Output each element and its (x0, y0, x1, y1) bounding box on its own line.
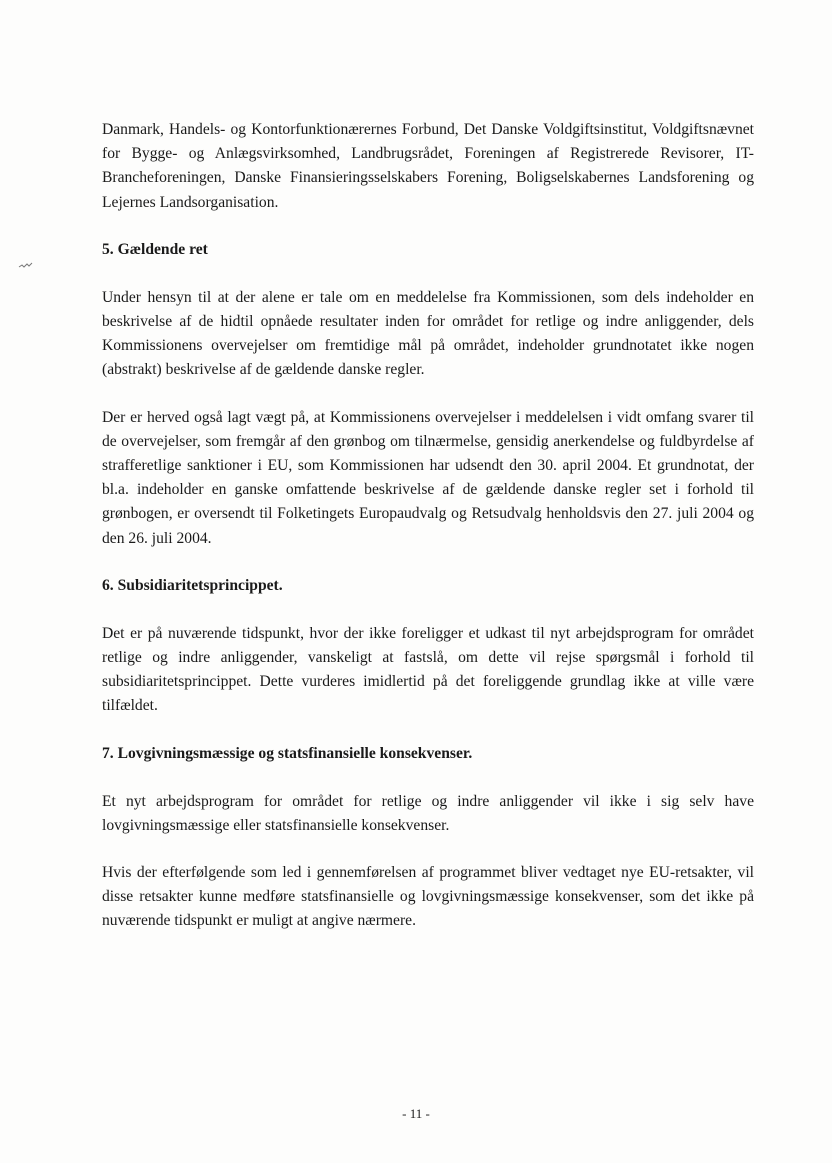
page-number: - 11 - (402, 1106, 430, 1121)
section-heading-konsekvenser: 7. Lovgivningsmæssige og statsfinansielle konsekvenser. (102, 744, 473, 762)
section-6-paragraph-1: Det er på nuværende tidspunkt, hvor der ikke foreligger et udkast til nyt arbejdsprogram for området retlige og indre anliggender, vanskeligt at fastslå, om dette vil rejse spørgsmål i forhold til subsidiaritetsprincippet. Dette vurderes imidlertid på det foreliggende grundlag ikke at ville være tilfældet. (102, 624, 754, 715)
section-heading-subsidiaritetsprincippet: 6. Subsidiaritetsprincippet. (102, 576, 283, 594)
intro-paragraph: Danmark, Handels- og Kontorfunktionærernes Forbund, Det Danske Voldgiftsinstitut, Voldgiftsnævnet for Bygge- og Anlægsvirksomhed, Landbrugsrådet, Foreningen af Registrerede Revisorer, IT-Brancheforeningen, Danske Finansieringsselskabers Forening, Boligselskabernes Landsforening og Lejernes Landsorganisation. (102, 121, 754, 211)
section-5-paragraph-2: Der er herved også lagt vægt på, at Kommissionens overvejelser i meddelelsen i vidt omfang svarer til de overvejelser, som fremgår af den grønbog om tilnærmelse, gensidig anerkendelse og fuldbyrdelse af strafferetlige sanktioner i EU, som Kommissionen har udsendt den 30. april 2004. Et grundnotat, der bl.a. indeholder en ganske omfattende beskrivelse af de gældende danske regler set i forhold til grønbogen, er oversendt til Folketingets Europaudvalg og Retsudvalg henholdsvis den 27. juli 2004 og den 26. juli 2004. (102, 408, 754, 547)
section-heading-gaeldende-ret: 5. Gældende ret (102, 240, 208, 258)
section-7-paragraph-2: Hvis der efterfølgende som led i gennemførelsen af programmet bliver vedtaget nye EU-retsakter, vil disse retsakter kunne medføre statsfinansielle og lovgivningsmæssige konsekvenser, som det ikke på nuværende tidspunkt er muligt at angive nærmere. (102, 864, 754, 930)
section-7-paragraph-1: Et nyt arbejdsprogram for området for retlige og indre anliggender vil ikke i sig selv have lovgivningsmæssige eller statsfinansielle konsekvenser. (102, 792, 754, 834)
document-body (102, 118, 754, 934)
scan-artifact-mark (18, 258, 34, 270)
section-5-paragraph-1: Under hensyn til at der alene er tale om en meddelelse fra Kommissionen, som dels indeholder en beskrivelse af de hidtil opnåede resultater inden for området for retlige og indre anliggender, dels Kommissionens overvejelser om fremtidige mål på området, indeholder grundnotatet ikke nogen (abstrakt) beskrivelse af de gældende danske regler. (102, 288, 754, 379)
